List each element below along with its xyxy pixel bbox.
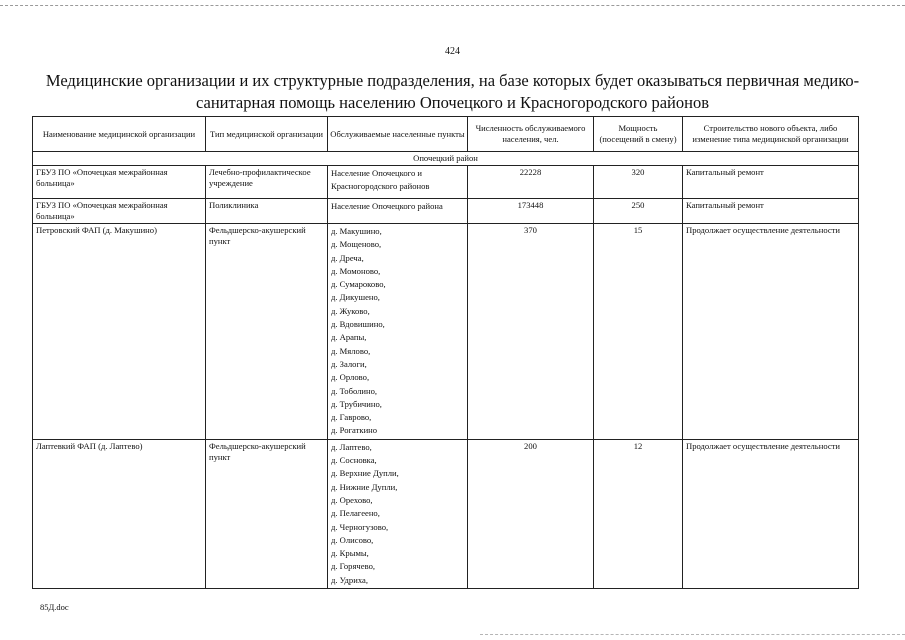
place-item: д. Удриха, <box>331 574 368 585</box>
places-cell <box>328 166 468 199</box>
places-cell <box>328 224 468 440</box>
organizations-table <box>32 116 859 589</box>
org-name-cell: Петровский ФАП (д. Макушино) <box>33 224 206 440</box>
change-cell: Продолжает осуществление деятельности <box>683 439 859 588</box>
scan-edge-bottom <box>480 634 905 635</box>
place-item: д. Арапы, <box>331 332 367 343</box>
place-item: д. Мощеново, <box>331 239 382 250</box>
place-item: д. Вдовишино, <box>331 319 385 330</box>
change-cell: Продолжает осуществление деятельности <box>683 224 859 440</box>
places-list <box>331 200 464 213</box>
org-name-cell: ГБУЗ ПО «Опочецкая межрайонная больница» <box>33 199 206 224</box>
place-item: д. Макушино, <box>331 226 382 236</box>
place-item: Население Опочецкого и Красногородского районов <box>331 168 430 192</box>
scan-edge-top <box>0 5 905 6</box>
place-item: д. Сосновка, <box>331 455 377 466</box>
place-item: д. Нижние Дупли, <box>331 481 398 492</box>
place-item: д. Мялово, <box>331 345 371 356</box>
page-number: 424 <box>445 46 460 57</box>
place-item: д. Черногузово, <box>331 521 389 532</box>
table-row <box>33 224 859 440</box>
capacity-cell: 320 <box>594 166 683 199</box>
place-item: д. Лаптево, <box>331 441 372 452</box>
title-line-1: Медицинские организации и их структурные подразделения, на базе которых будет оказываться первичная медико- <box>45 71 860 90</box>
org-type-cell: Фельдшерско-акушерский пункт <box>206 224 328 440</box>
org-type-cell: Поликлиника <box>206 199 328 224</box>
place-item: д. Тоболино, <box>331 385 378 396</box>
population-cell: 200 <box>468 439 594 588</box>
org-name-cell: ГБУЗ ПО «Опочецкая межрайонная больница» <box>33 166 206 199</box>
place-item: д. Залоги, <box>331 358 367 369</box>
place-item: д. Орехово, <box>331 494 373 505</box>
change-cell: Капитальный ремонт <box>683 166 859 199</box>
place-item: д. Крымы, <box>331 548 369 559</box>
table-header-row <box>33 117 859 152</box>
place-item: д. Олисово, <box>331 534 374 545</box>
org-type-cell: Лечебно-профилактическое учреждение <box>206 166 328 199</box>
place-item: д. Верхние Дупли, <box>331 468 399 479</box>
place-item: д. Сумароково, <box>331 279 386 290</box>
org-name-cell: Лаптевкий ФАП (д. Лаптево) <box>33 439 206 588</box>
place-item: д. Горячево, <box>331 561 376 572</box>
footer-filename: 85Д.doc <box>40 602 69 612</box>
header-org-name: Наименование медицинской организации <box>33 117 206 152</box>
district-row <box>33 152 859 166</box>
org-type-cell: Фельдшерско-акушерский пункт <box>206 439 328 588</box>
header-org-type: Тип медицинской организации <box>206 117 328 152</box>
header-population: Численность обслуживаемого населения, чел. <box>468 117 594 152</box>
table-row <box>33 199 859 224</box>
table-row <box>33 439 859 588</box>
place-item: д. Пелагеено, <box>331 508 380 519</box>
population-cell: 370 <box>468 224 594 440</box>
header-capacity: Мощность (посещений в смену) <box>594 117 683 152</box>
place-item: Население Опочецкого района <box>331 201 443 211</box>
district-name: Опочецкий район <box>33 152 859 166</box>
place-item: д. Орлово, <box>331 372 370 383</box>
title-line-2: санитарная помощь населению Опочецкого и Красногородского районов <box>196 93 709 112</box>
header-change: Строительство нового объекта, либо изменение типа медицинской организации <box>683 117 859 152</box>
places-list <box>331 167 464 194</box>
place-item: д. Дреча, <box>331 252 364 263</box>
table-row <box>33 166 859 199</box>
document-title <box>20 70 885 114</box>
population-cell: 173448 <box>468 199 594 224</box>
place-item: д. Гаврово, <box>331 412 372 423</box>
place-item: д. Дикушено, <box>331 292 380 303</box>
places-cell <box>328 199 468 224</box>
places-list <box>331 441 464 587</box>
places-cell <box>328 439 468 588</box>
population-cell: 22228 <box>468 166 594 199</box>
capacity-cell: 15 <box>594 224 683 440</box>
change-cell: Капитальный ремонт <box>683 199 859 224</box>
capacity-cell: 250 <box>594 199 683 224</box>
place-item: д. Рогаткино <box>331 425 378 436</box>
places-list <box>331 225 464 438</box>
place-item: д. Жуково, <box>331 305 370 316</box>
header-places: Обслуживаемые населенные пункты <box>328 117 468 152</box>
place-item: д. Момоново, <box>331 265 381 276</box>
place-item: д. Трубичино, <box>331 398 382 409</box>
capacity-cell: 12 <box>594 439 683 588</box>
